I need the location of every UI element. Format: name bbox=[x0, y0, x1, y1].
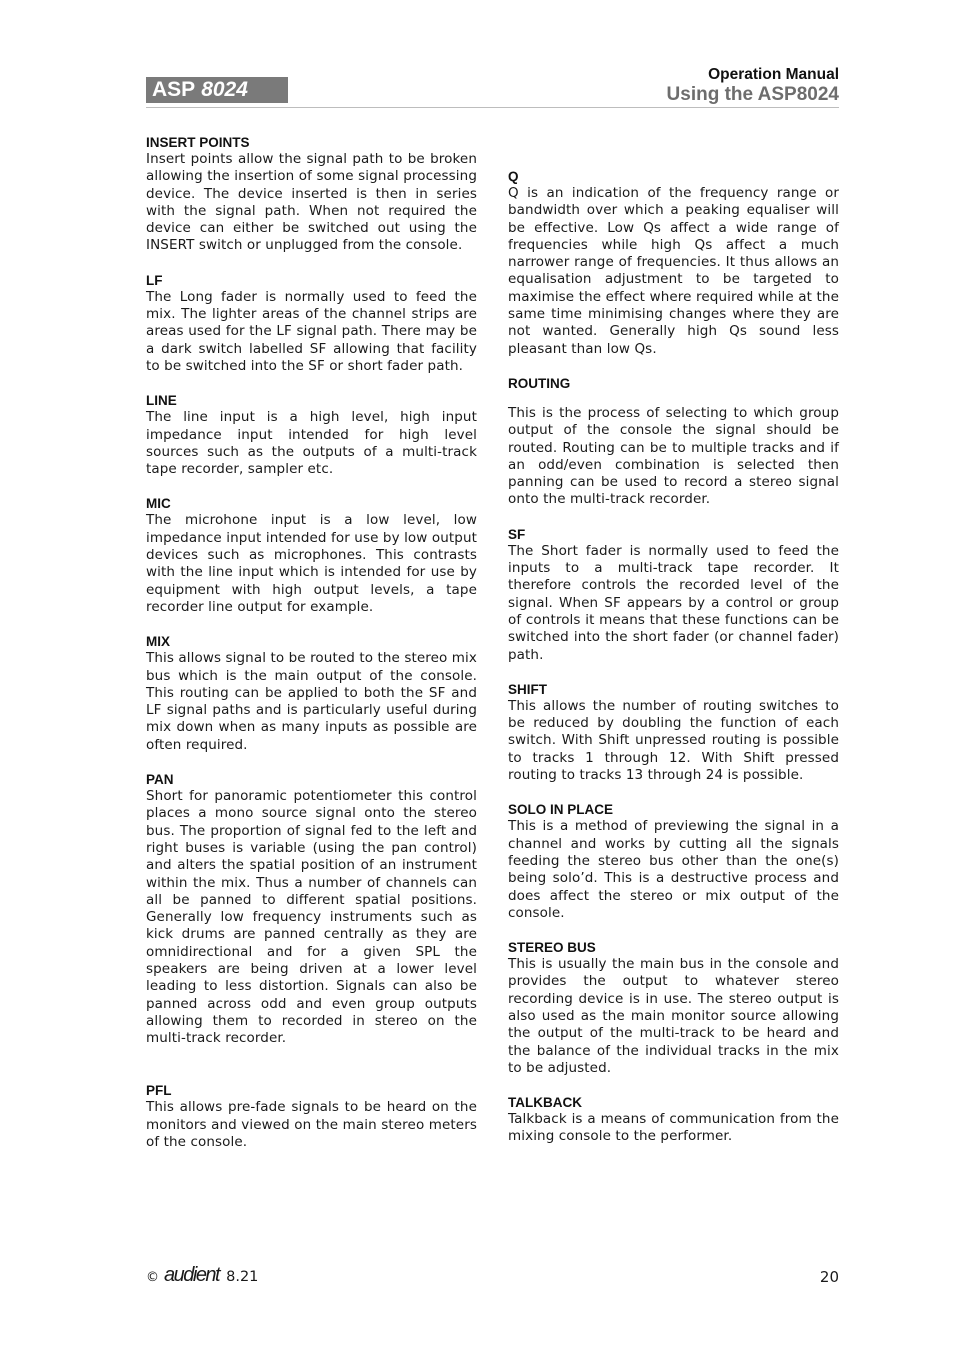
entry-body: The Long fader is normally used to feed the mix. The lighter areas of the channel strips are areas used for the LF signal path. There may be a dark switch labelled SF allowing that facility to be switched into the SF or short fader path. bbox=[146, 288, 477, 374]
header-titles bbox=[667, 66, 839, 106]
entry-body: The Short fader is normally used to feed the inputs to a multi-track tape recorder. It therefore controls the recorded level of the signal. When SF appears by a control or group of controls it means that these functions can be switched into the short fader (or channel fader) path. bbox=[508, 542, 839, 663]
glossary-entry-insert-points bbox=[146, 134, 477, 255]
entry-body: This allows the number of routing switches to be reduced by doubling the function of each switch. With Shift unpressed routing is possible to tracks 1 through 12. With Shift pressed routing to tracks 13 through 24 is possible. bbox=[508, 697, 839, 784]
glossary-entry-shift bbox=[508, 681, 839, 784]
entry-body: This allows pre-fade signals to be heard on the monitors and viewed on the main stereo meters of the console. bbox=[146, 1099, 477, 1151]
footer-credit bbox=[146, 1264, 258, 1287]
entry-heading: STEREO BUS bbox=[508, 940, 596, 956]
glossary-entry-sf bbox=[508, 526, 839, 664]
manual-title: Operation Manual bbox=[708, 66, 839, 83]
entry-body: This is the process of selecting to which group output of the console the signal should be routed. Routing can be to multiple tracks and if an odd/even combination is selected then panning can be used to record a stereo signal onto the multi-track recorder. bbox=[508, 404, 839, 508]
entry-heading: PAN bbox=[146, 772, 174, 788]
glossary-entry-pfl bbox=[146, 1082, 477, 1151]
glossary-entry-q bbox=[508, 168, 839, 358]
audient-logo: audient bbox=[164, 1264, 220, 1286]
entry-heading: SF bbox=[508, 526, 526, 542]
glossary-entry-lf bbox=[146, 272, 477, 375]
version-number: 8.21 bbox=[226, 1269, 259, 1285]
page-number: 20 bbox=[819, 1268, 839, 1286]
copyright-symbol: © bbox=[146, 1270, 159, 1285]
glossary-entry-routing bbox=[508, 375, 839, 509]
entry-body: This is a method of previewing the signal in a channel and works by cutting all the signals feeding the stereo bus other than the one(s) being solo’d. This is a destructive process and does affect the stereo or mix output of the console. bbox=[508, 818, 839, 921]
section-title: Using the ASP8024 bbox=[666, 84, 839, 105]
glossary-entry-mic bbox=[146, 495, 477, 616]
entry-body: Short for panoramic potentiometer this control places a mono source signal onto the stereo bus. The proportion of signal fed to the left and right buses is variable (using the pan control) and alters the spatial position of an instrument within the mix. Thus a number of channels can all be panned to different spatial positions. Generally low frequency instruments such as kick drums are panned centrally as they are omnidirectional and for a given SPL the speakers are being driven at a lower level leading to less distortion. Signals can also be panned across odd and even group outputs allowing them to recorded in stereo on the multi-track recorder. bbox=[146, 788, 477, 1047]
entry-body: This is usually the main bus in the console and provides the output to whatever stereo recording device is in use. The stereo output is also used as the main monitor source allowing the output of the multi-track to be heard and the balance of the individual tracks in the mix to be adjusted. bbox=[508, 956, 839, 1076]
entry-heading: MIX bbox=[146, 634, 171, 650]
left-column bbox=[146, 134, 477, 1151]
entry-body: Insert points allow the signal path to be broken allowing the insertion of some signal processing device. The device inserted is then in series with the signal path. When not required the device can either be switched out using the INSERT switch or unplugged from the console. bbox=[146, 151, 477, 254]
entry-heading: MIC bbox=[146, 496, 171, 512]
brand-logo bbox=[146, 77, 288, 103]
entry-heading: INSERT POINTS bbox=[146, 135, 250, 150]
glossary-entry-line bbox=[146, 392, 477, 478]
logo-model-text: 8024 bbox=[201, 78, 248, 101]
entry-heading: Q bbox=[508, 169, 519, 184]
entry-body: The microhone input is a low level, low impedance input intended for use by low output devices such as microphones. This contrasts with the line input which is intended for use by equipment with high output levels, a tape recorder line output for example. bbox=[146, 512, 477, 615]
entry-heading: SHIFT bbox=[508, 681, 547, 697]
header-divider bbox=[146, 107, 839, 108]
entry-heading: LINE bbox=[146, 393, 177, 409]
entry-body: This allows signal to be routed to the stereo mix bus which is the main output of the console. This routing can be applied to both the SF and LF signal paths and is particularly useful during mix down when as many inputs as possible are often required. bbox=[146, 650, 477, 753]
entry-heading: SOLO IN PLACE bbox=[508, 802, 614, 818]
entry-heading: PFL bbox=[146, 1083, 172, 1099]
glossary-entry-talkback bbox=[508, 1094, 839, 1146]
glossary-entry-pan bbox=[146, 771, 477, 1047]
entry-heading: TALKBACK bbox=[508, 1095, 582, 1111]
logo-brand-text: ASP bbox=[152, 78, 196, 101]
glossary-entry-mix bbox=[146, 633, 477, 754]
entry-heading: ROUTING bbox=[508, 375, 571, 391]
glossary-entry-stereo-bus bbox=[508, 939, 839, 1077]
entry-body: The line input is a high level, high input impedance input intended for high level sources such as the outputs of a multi-track tape recorder, sampler etc. bbox=[146, 409, 477, 478]
entry-body: Talkback is a means of communication from the mixing console to the performer. bbox=[508, 1111, 839, 1145]
right-column bbox=[508, 134, 839, 1146]
glossary-entry-solo-in-place bbox=[508, 801, 839, 922]
entry-heading: LF bbox=[146, 272, 163, 288]
entry-body: Q is an indication of the frequency range or bandwidth over which a peaking equaliser will be effective. Low Qs affect a wide range of frequencies while high Qs affect a much narrower range of frequencies. It thus allows an equalisation adjustment to be targeted to maximise the effect where required while at the same time minimising changes where they are not wanted. Generally high Qs sound less pleasant than low Qs. bbox=[508, 185, 839, 357]
